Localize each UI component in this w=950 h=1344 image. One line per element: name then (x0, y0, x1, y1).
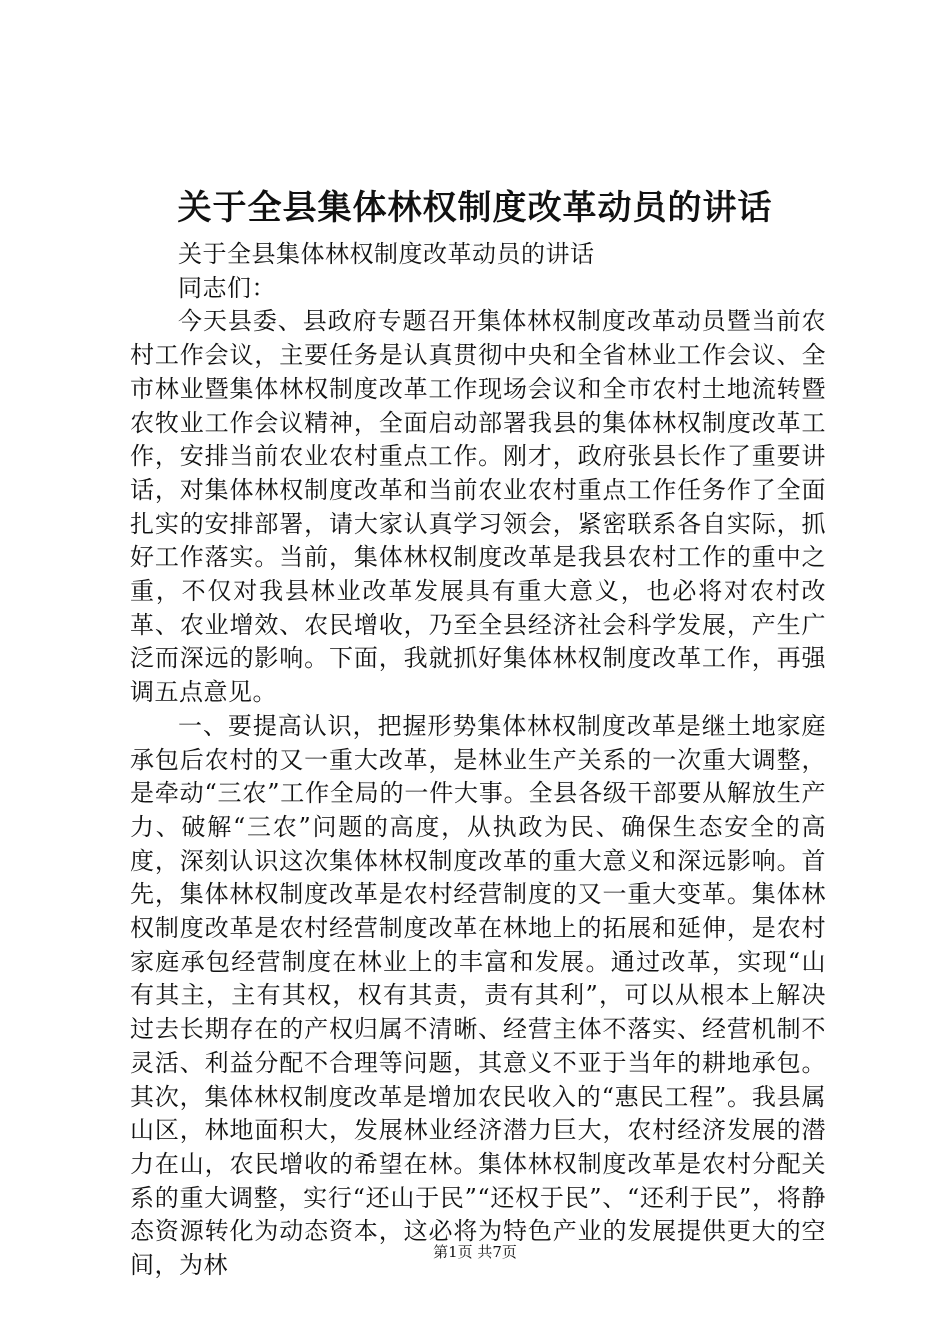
paragraph-intro: 今天县委、县政府专题召开集体林权制度改革动员暨当前农村工作会议，主要任务是认真贯彻中央和全省林业工作会议、全市林业暨集体林权制度改革工作现场会议和全市农村土地流转暨农牧业工作会议精神，全面启动部署我县的集体林权制度改革工作，安排当前农业农村重点工作。刚才，政府张县长作了重要讲话，对集体林权制度改革和当前农业农村重点工作任务作了全面扎实的安排部署，请大家认真学习领会，紧密联系各自实际，抓好工作落实。当前，集体林权制度改革是我县农村工作的重中之重，不仅对我县林业改革发展具有重大意义，也必将对农村改革、农业增效、农民增收，乃至全县经济社会科学发展，产生广泛而深远的影响。下面，我就抓好集体林权制度改革工作，再强调五点意见。 (130, 307, 826, 707)
paragraph-section-one: 一、要提高认识，把握形势集体林权制度改革是继土地家庭承包后农村的又一重大改革，是林业生产关系的一次重大调整，是牵动“三农”工作全局的一件大事。全县各级干部要从解放生产力、破解“三农”问题的高度，从执政为民、确保生态安全的高度，深刻认识这次集体林权制度改革的重大意义和深远影响。首先，集体林权制度改革是农村经营制度的又一重大变革。集体林权制度改革是农村经营制度改革在林地上的拓展和延伸，是农村家庭承包经营制度在林业上的丰富和发展。通过改革，实现“山有其主，主有其权，权有其责，责有其利”，可以从根本上解决过去长期存在的产权归属不清晰、经营主体不落实、经营机制不灵活、利益分配不合理等问题，其意义不亚于当年的耕地承包。其次，集体林权制度改革是增加农民收入的“惠民工程”。我县属山区，林地面积大，发展林业经济潜力巨大，农村经济发展的潜力在山，农民增收的希望在林。集体林权制度改革是农村分配关系的重大调整，实行“还山于民”“还权于民”、“还利于民”，将静态资源转化为动态资本，这必将为特色产业的发展提供更大的空间，为林 (130, 711, 826, 1280)
paragraph-salutation: 同志们： (178, 273, 276, 302)
paragraph-subtitle: 关于全县集体林权制度改革动员的讲话 (178, 240, 595, 268)
document-body (130, 238, 826, 1283)
page-footer: 第1页 共7页 (433, 1243, 517, 1261)
document-title: 关于全县集体林权制度改革动员的讲话 (177, 188, 773, 228)
